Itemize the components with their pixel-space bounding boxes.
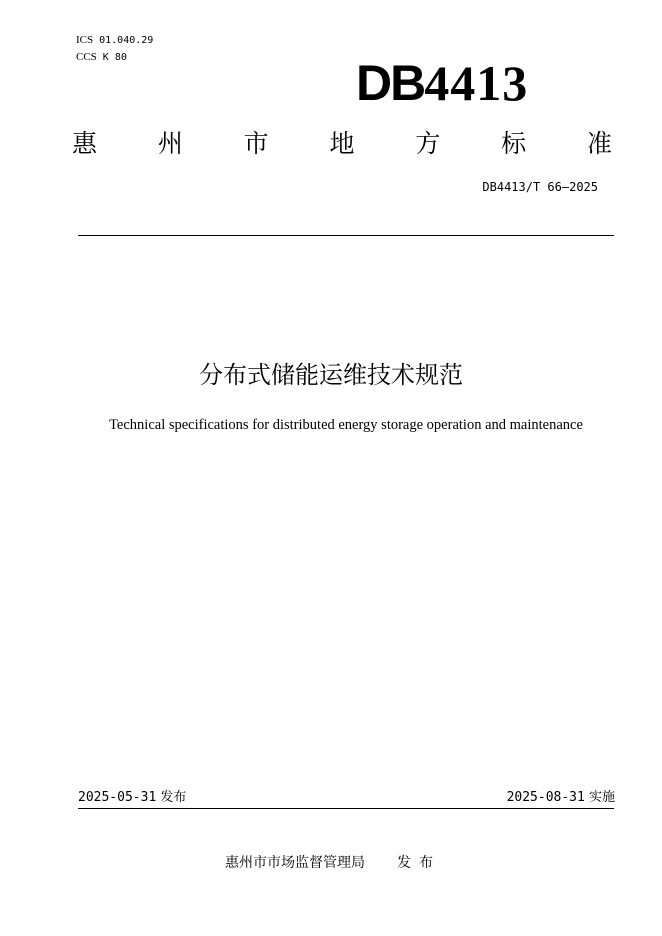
issuing-authority [225, 852, 441, 874]
code-number: 4413 [424, 55, 529, 111]
issue-date [78, 788, 186, 808]
issue-date-value: 2025-05-31 [78, 790, 157, 805]
standard-char: 准 [586, 129, 612, 158]
standard-char: 州 [157, 129, 183, 158]
standard-char: 市 [243, 129, 269, 158]
standard-number: DB4413/T 66—2025 [482, 180, 598, 194]
classification-codes [76, 32, 153, 66]
ccs-value: K 80 [102, 52, 127, 63]
standard-char: 地 [329, 129, 355, 158]
implementation-date-value: 2025-08-31 [506, 790, 585, 805]
ics-line [76, 32, 153, 49]
issue-date-label: 发布 [160, 790, 187, 805]
standard-code-logo [356, 54, 528, 112]
document-title-english: Technical specifications for distributed energy storage operation and maintenance [109, 417, 583, 433]
standard-char: 标 [501, 129, 527, 158]
issuer-action: 发布 [397, 855, 441, 871]
top-divider [78, 235, 614, 236]
implementation-date-label: 实施 [588, 790, 615, 805]
standard-char: 方 [415, 129, 441, 158]
ccs-label: CCS [76, 51, 97, 63]
bottom-divider [78, 808, 614, 809]
code-letters: DB [356, 55, 425, 111]
document-title-chinese: 分布式储能运维技术规范 [199, 361, 463, 389]
ccs-line [76, 49, 153, 66]
implementation-date [507, 788, 615, 808]
standard-type-title [72, 126, 612, 162]
ics-value: 01.040.29 [99, 35, 154, 46]
ics-label: ICS [76, 34, 94, 46]
issuer-name: 惠州市市场监督管理局 [225, 855, 365, 871]
standard-char: 惠 [72, 129, 98, 158]
